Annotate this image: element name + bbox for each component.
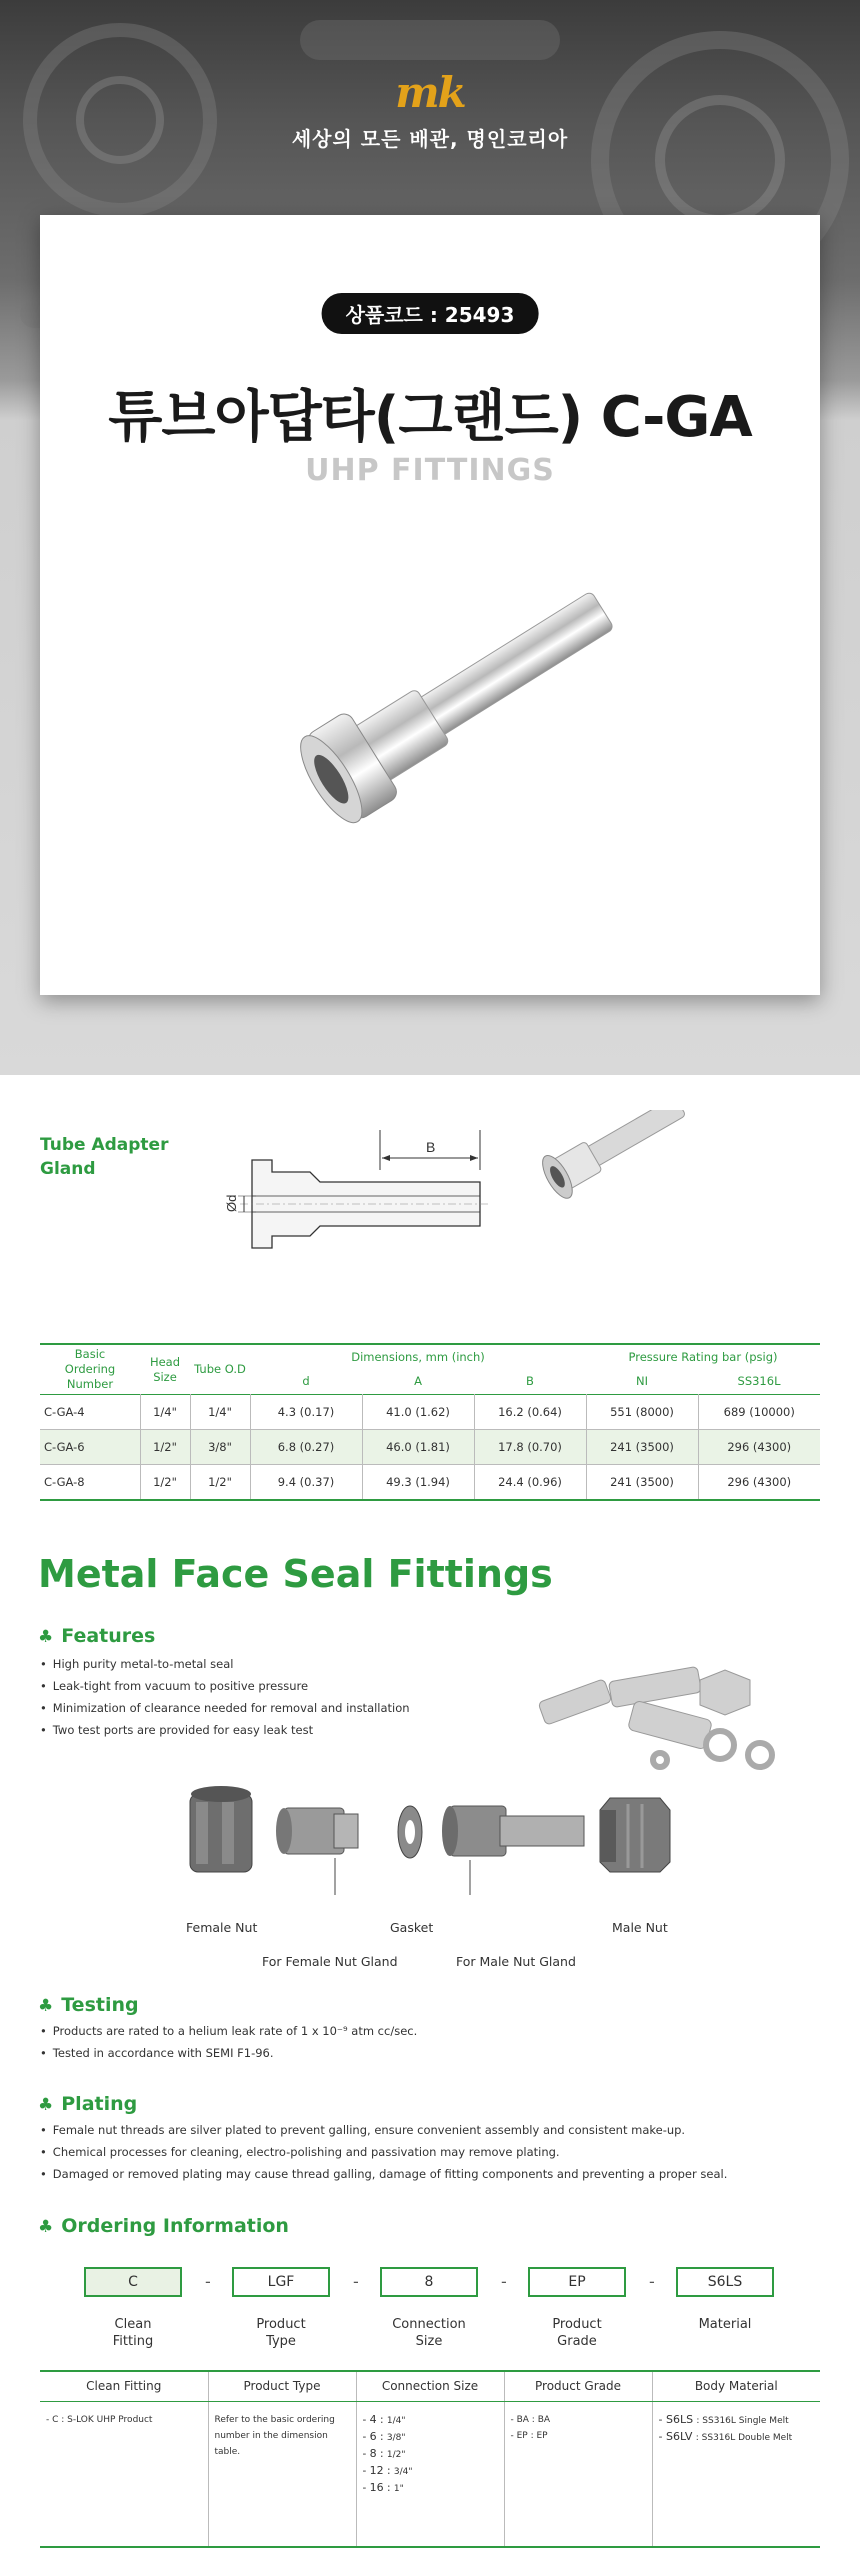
cell: C-GA-6 <box>40 1430 140 1465</box>
list-item: • Damaged or removed plating may cause thread galling, damage of fitting components and preventing a proper seal. <box>40 2163 727 2185</box>
ordering-code-type: LGF <box>232 2267 330 2297</box>
list-item: - C : S-LOK UHP Product <box>46 2414 153 2425</box>
cell: 1/2" <box>140 1430 190 1465</box>
col-b: B <box>526 1374 534 1389</box>
testing-heading-text: Testing <box>61 1994 139 2016</box>
table-row <box>40 1465 820 1500</box>
clover-icon: ♣ <box>38 1627 54 1647</box>
diagram-title <box>40 1133 168 1181</box>
col-head-size: Head Size <box>149 1354 181 1384</box>
cell: 6.8 (0.27) <box>250 1430 362 1465</box>
plating-heading-text: Plating <box>61 2093 138 2115</box>
ordering-separator: - <box>205 2272 211 2291</box>
list-item: • Female nut threads are silver plated to prevent galling, ensure convenient assembly and consistent make-up. <box>40 2119 727 2141</box>
list-item: Refer to the basic ordering <box>214 2414 335 2425</box>
diagram-title-line2: Gland <box>40 1159 96 1179</box>
plating-list <box>40 2119 727 2185</box>
female-nut-drawing <box>190 1786 252 1872</box>
features-heading <box>38 1625 155 1647</box>
ordering-separator: - <box>353 2272 359 2291</box>
components-drawing <box>150 1780 710 1900</box>
clover-icon: ♣ <box>38 1996 54 2016</box>
cell: 16.2 (0.64) <box>474 1395 586 1430</box>
cell: 1/2" <box>190 1465 250 1500</box>
hero-banner <box>0 0 860 1075</box>
list-item: - 8 : 1/2" <box>362 2446 406 2460</box>
technical-drawing <box>200 1110 720 1260</box>
ordering-code-grade: EP <box>528 2267 626 2297</box>
gasket-drawing <box>398 1806 422 1858</box>
fittings-photo <box>520 1660 800 1780</box>
label-female-gland: For Female Nut Gland <box>262 1954 398 1969</box>
table-row <box>40 1430 820 1465</box>
cell: C-GA-4 <box>40 1395 140 1430</box>
female-gland-drawing <box>276 1808 358 1854</box>
dimension-table <box>40 1343 820 1501</box>
cell: 296 (4300) <box>698 1430 820 1465</box>
list-item: • Minimization of clearance needed for removal and installation <box>40 1697 410 1719</box>
list-item: - 16 : 1" <box>362 2480 404 2494</box>
cell: 551 (8000) <box>586 1395 698 1430</box>
caption-material: Material <box>698 2317 752 2332</box>
ordering-cell-material <box>652 2401 820 2547</box>
table-row <box>40 2401 820 2547</box>
product-image <box>240 555 660 855</box>
dim-b-label: B <box>426 1139 436 1155</box>
label-male-gland: For Male Nut Gland <box>456 1954 576 1969</box>
cell: 689 (10000) <box>698 1395 820 1430</box>
cell: 241 (3500) <box>586 1430 698 1465</box>
caption-product-type: Product Type <box>256 2317 306 2349</box>
ordering-col-size: Connection Size <box>356 2371 504 2401</box>
list-item: - S6LS : SS316L Single Melt <box>658 2412 789 2426</box>
testing-heading <box>38 1994 139 2016</box>
product-subtitle: UHP FITTINGS <box>305 453 555 488</box>
diagram-title-line1: Tube Adapter <box>40 1135 169 1155</box>
cell: 17.8 (0.70) <box>474 1430 586 1465</box>
features-list <box>40 1653 410 1741</box>
ordering-heading-text: Ordering Information <box>61 2215 289 2237</box>
product-title: 튜브아답타(그랜드) C-GA <box>108 385 752 450</box>
brand-block <box>0 68 860 152</box>
brand-slogan: 세상의 모든 배관, 명인코리아 <box>291 127 569 151</box>
list-item: • Tested in accordance with SEMI F1-96. <box>40 2042 417 2064</box>
cell: 241 (3500) <box>586 1465 698 1500</box>
label-gasket: Gasket <box>390 1920 434 1935</box>
list-item: - 6 : 3/8" <box>362 2429 406 2443</box>
ordering-col-type: Product Type <box>208 2371 356 2401</box>
label-male-nut: Male Nut <box>612 1920 668 1935</box>
col-ni: NI <box>636 1374 648 1389</box>
list-item: - EP : EP <box>510 2430 548 2441</box>
list-item: • Chemical processes for cleaning, electro-polishing and passivation may remove plating. <box>40 2141 727 2163</box>
cell: 4.3 (0.17) <box>250 1395 362 1430</box>
cell: 24.4 (0.96) <box>474 1465 586 1500</box>
list-item: - BA : BA <box>510 2414 551 2425</box>
ordering-col-grade: Product Grade <box>504 2371 652 2401</box>
ordering-code-clean: C <box>84 2267 182 2297</box>
ordering-separator: - <box>649 2272 655 2291</box>
cell: 1/2" <box>140 1465 190 1500</box>
ordering-cell-size <box>356 2401 504 2547</box>
caption-connection-size: Connection Size <box>392 2317 466 2349</box>
col-group-dimensions: Dimensions, mm (inch) <box>351 1349 485 1364</box>
ordering-col-material: Body Material <box>652 2371 820 2401</box>
list-item: - 4 : 1/4" <box>362 2412 406 2426</box>
col-ordering-number: Basic Ordering Number <box>64 1347 116 1391</box>
testing-list <box>40 2020 417 2064</box>
col-tube-od: Tube O.D <box>194 1362 246 1376</box>
cell: 49.3 (1.94) <box>362 1465 474 1500</box>
clover-icon: ♣ <box>38 2217 54 2237</box>
ordering-table <box>40 2370 820 2548</box>
ordering-code-size: 8 <box>380 2267 478 2297</box>
list-item: • High purity metal-to-metal seal <box>40 1653 410 1675</box>
ordering-col-clean: Clean Fitting <box>40 2371 208 2401</box>
cell: 296 (4300) <box>698 1465 820 1500</box>
cell: 1/4" <box>140 1395 190 1430</box>
col-ss316l: SS316L <box>737 1374 781 1389</box>
cell: 9.4 (0.37) <box>250 1465 362 1500</box>
label-female-nut: Female Nut <box>186 1920 258 1935</box>
ordering-cell-clean <box>40 2401 208 2547</box>
ordering-cell-grade <box>504 2401 652 2547</box>
company-logo: mk <box>395 68 465 117</box>
list-item: • Two test ports are provided for easy leak test <box>40 1719 410 1741</box>
caption-product-grade: Product Grade <box>552 2317 602 2349</box>
diagram-product-thumbnail <box>537 1110 693 1203</box>
cell: 41.0 (1.62) <box>362 1395 474 1430</box>
list-item: • Leak-tight from vacuum to positive pressure <box>40 1675 410 1697</box>
product-card <box>40 215 820 995</box>
ordering-cell-type <box>208 2401 356 2547</box>
col-group-pressure: Pressure Rating bar (psig) <box>628 1349 778 1364</box>
ordering-heading <box>38 2215 289 2237</box>
plating-heading <box>38 2093 137 2115</box>
cell: 46.0 (1.81) <box>362 1430 474 1465</box>
dim-d-label: Ød <box>224 1194 239 1212</box>
male-gland-drawing <box>442 1806 584 1856</box>
list-item: number in the dimension table. <box>214 2430 328 2457</box>
list-item: - S6LV : SS316L Double Melt <box>658 2429 793 2443</box>
caption-clean-fitting: Clean Fitting <box>112 2317 154 2349</box>
cell: C-GA-8 <box>40 1465 140 1500</box>
ordering-separator: - <box>501 2272 507 2291</box>
features-heading-text: Features <box>61 1625 156 1647</box>
section-heading-metal-face-seal: Metal Face Seal Fittings <box>38 1552 553 1596</box>
col-a: A <box>414 1374 422 1389</box>
cell: 3/8" <box>190 1430 250 1465</box>
list-item: • Products are rated to a helium leak rate of 1 x 10⁻⁹ atm cc/sec. <box>40 2020 417 2042</box>
ordering-code-material: S6LS <box>676 2267 774 2297</box>
list-item: - 12 : 3/4" <box>362 2463 413 2477</box>
col-d: d <box>302 1374 310 1389</box>
product-code-badge: 상품코드 : 25493 <box>322 293 539 334</box>
male-nut-drawing <box>600 1798 670 1872</box>
clover-icon: ♣ <box>38 2095 54 2115</box>
table-row <box>40 1395 820 1430</box>
cell: 1/4" <box>190 1395 250 1430</box>
